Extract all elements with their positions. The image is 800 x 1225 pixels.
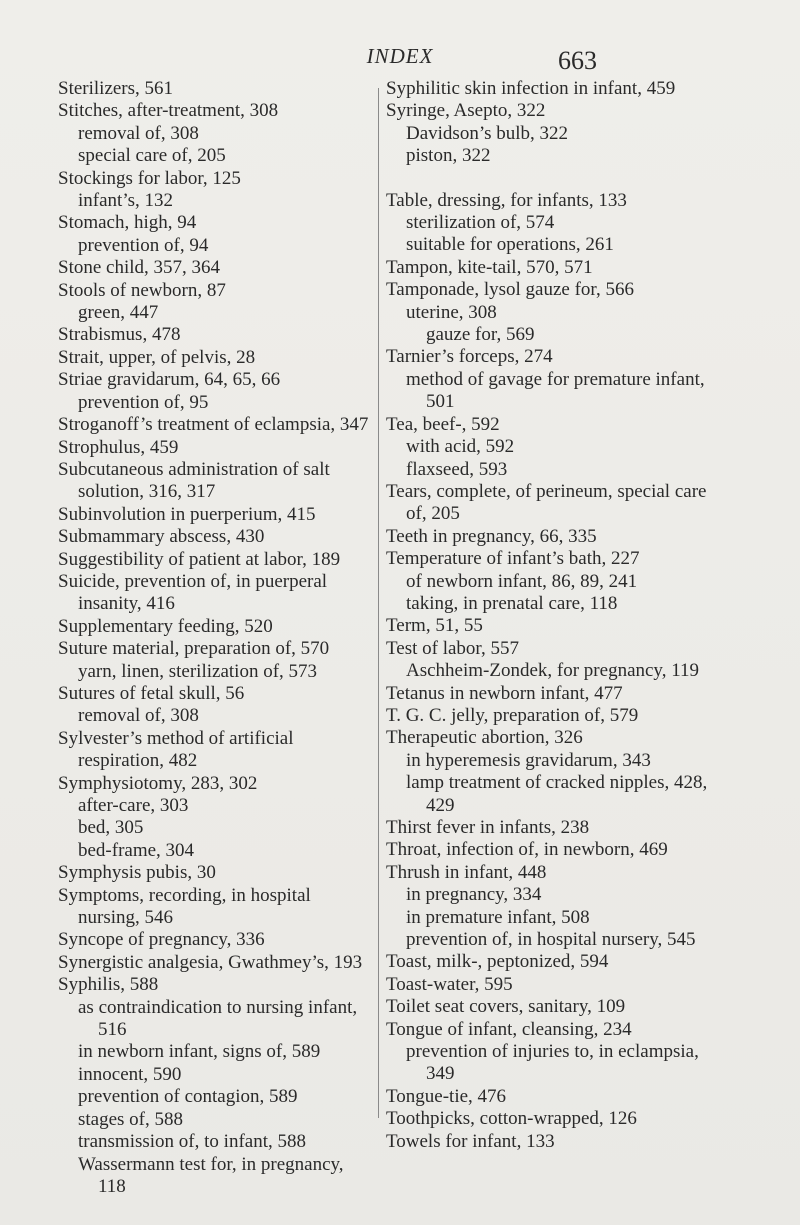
index-subentry: gauze for, 569 <box>426 324 535 346</box>
index-subentry: transmission of, to infant, 588 <box>78 1131 306 1153</box>
index-column-right <box>386 78 716 1153</box>
index-entry: Tetanus in newborn infant, 477 <box>386 682 623 704</box>
index-entry: Therapeutic abortion, 326 <box>386 727 583 749</box>
index-entry: Syringe, Asepto, 322 <box>386 100 546 122</box>
index-subentry: innocent, 590 <box>78 1063 182 1085</box>
page-number: 663 <box>558 46 597 75</box>
index-entry: Towels for infant, 133 <box>386 1130 555 1152</box>
index-entry: Stockings for labor, 125 <box>58 167 241 189</box>
index-subentry: sterilization of, 574 <box>406 212 555 234</box>
index-entry: Subinvolution in puerperium, 415 <box>58 503 316 525</box>
index-entry: Tamponade, lysol gauze for, 566 <box>386 279 635 301</box>
index-entry: Tampon, kite-tail, 570, 571 <box>386 256 593 278</box>
index-entry: Subcutaneous administration of salt solution, 316, 317 <box>58 458 330 503</box>
index-subentry: in hyperemesis gravidarum, 343 <box>406 749 651 771</box>
index-subentry: Davidson’s bulb, 322 <box>406 122 569 144</box>
index-entry: Test of labor, 557 <box>386 637 519 659</box>
index-entry: Suicide, prevention of, in puerperal insanity, 416 <box>58 570 328 615</box>
index-entry: Table, dressing, for infants, 133 <box>386 189 627 211</box>
index-entry: Stitches, after-treatment, 308 <box>58 100 279 122</box>
index-subentry: taking, in prenatal care, 118 <box>406 592 618 614</box>
index-subentry: Aschheim-Zondek, for pregnancy, 119 <box>406 660 699 682</box>
index-subentry: lamp treatment of cracked nipples, 428, 429 <box>406 772 708 816</box>
index-subentry: removal of, 308 <box>78 122 199 144</box>
index-entry: Submammary abscess, 430 <box>58 526 265 548</box>
index-subentry: stages of, 588 <box>78 1108 184 1130</box>
index-subentry: prevention of, in hospital nursery, 545 <box>406 929 696 951</box>
index-entry: Stroganoff’s treatment of eclampsia, 347 <box>58 414 369 436</box>
index-entry: Tongue of infant, cleansing, 234 <box>386 1018 632 1040</box>
index-entry: Sterilizers, 561 <box>58 78 174 99</box>
index-subentry: infant’s, 132 <box>78 190 173 212</box>
index-entry: Supplementary feeding, 520 <box>58 615 273 637</box>
index-subentry: Wassermann test for, in pregnancy, 118 <box>78 1153 344 1197</box>
index-subentry: in premature infant, 508 <box>406 906 590 928</box>
index-entry: Thrush in infant, 448 <box>386 861 547 883</box>
index-entry: Thirst fever in infants, 238 <box>386 817 590 838</box>
index-entry: Symphysis pubis, 30 <box>58 862 216 884</box>
index-subentry: prevention of, 95 <box>78 391 209 413</box>
index-subentry: green, 447 <box>78 302 159 324</box>
index-entry: Tears, complete, of perineum, special care of, 205 <box>386 480 707 525</box>
index-subentry: in pregnancy, 334 <box>406 884 542 906</box>
index-subentry: prevention of, 94 <box>78 234 209 256</box>
index-entry: Toilet seat covers, sanitary, 109 <box>386 996 626 1018</box>
index-subentry: yarn, linen, sterilization of, 573 <box>78 660 318 682</box>
index-entry: Suture material, preparation of, 570 <box>58 638 330 660</box>
index-entry: Stools of newborn, 87 <box>58 279 226 301</box>
index-entry: Throat, infection of, in newborn, 469 <box>386 839 668 861</box>
index-entry: Sutures of fetal skull, 56 <box>58 682 245 704</box>
index-entry: Symptoms, recording, in hospital nursing, 546 <box>58 884 311 929</box>
index-subentry: bed, 305 <box>78 817 144 839</box>
index-subentry: special care of, 205 <box>78 145 226 167</box>
running-head: INDEX <box>366 44 434 68</box>
index-subentry: piston, 322 <box>406 145 491 167</box>
index-entry: Strabismus, 478 <box>58 324 181 346</box>
index-subentry: removal of, 308 <box>78 705 199 727</box>
index-entry: Toast, milk-, peptonized, 594 <box>386 951 609 973</box>
index-entry: Strait, upper, of pelvis, 28 <box>58 346 256 368</box>
index-entry: Stomach, high, 94 <box>58 212 197 234</box>
index-subentry: after-care, 303 <box>78 795 189 816</box>
index-entry: Suggestibility of patient at labor, 189 <box>58 548 341 570</box>
index-entry: T. G. C. jelly, preparation of, 579 <box>386 704 639 726</box>
index-subentry: as contraindication to nursing infant, 516 <box>78 996 358 1041</box>
index-entry: Term, 51, 55 <box>386 615 483 637</box>
index-entry: Toast-water, 595 <box>386 973 513 995</box>
index-subentry: of newborn infant, 86, 89, 241 <box>406 570 638 592</box>
index-entry: Tea, beef-, 592 <box>386 413 500 435</box>
index-entry: Stone child, 357, 364 <box>58 257 221 279</box>
index-subentry: uterine, 308 <box>406 301 497 323</box>
index-entry: Temperature of infant’s bath, 227 <box>386 548 640 570</box>
index-entry: Sylvester’s method of artificial respiration, 482 <box>58 727 294 772</box>
index-subentry: bed-frame, 304 <box>78 839 195 861</box>
index-entry: Symphysiotomy, 283, 302 <box>58 772 258 794</box>
index-subentry: suitable for operations, 261 <box>406 234 614 256</box>
index-entry: Synergistic analgesia, Gwathmey’s, 193 <box>58 951 363 973</box>
index-entry: Toothpicks, cotton-wrapped, 126 <box>386 1108 637 1130</box>
index-entry: Syphilitic skin infection in infant, 459 <box>386 78 676 99</box>
index-subentry: method of gavage for premature infant, 501 <box>406 368 705 413</box>
index-entry: Strophulus, 459 <box>58 436 179 458</box>
index-entry: Striae gravidarum, 64, 65, 66 <box>58 369 281 391</box>
index-entry: Teeth in pregnancy, 66, 335 <box>386 525 597 547</box>
index-subentry: flaxseed, 593 <box>406 458 508 480</box>
index-subentry: prevention of contagion, 589 <box>78 1086 298 1108</box>
index-entry: Tarnier’s forceps, 274 <box>386 346 553 368</box>
index-column-left <box>58 78 373 1198</box>
index-entry: Syphilis, 588 <box>58 974 159 996</box>
index-entry: Tongue-tie, 476 <box>386 1085 507 1107</box>
index-subentry: with acid, 592 <box>406 436 515 458</box>
column-divider <box>378 88 379 1118</box>
index-subentry: in newborn infant, signs of, 589 <box>78 1041 321 1063</box>
index-entry: Syncope of pregnancy, 336 <box>58 929 265 951</box>
index-subentry: prevention of injuries to, in eclampsia, 349 <box>406 1041 699 1085</box>
